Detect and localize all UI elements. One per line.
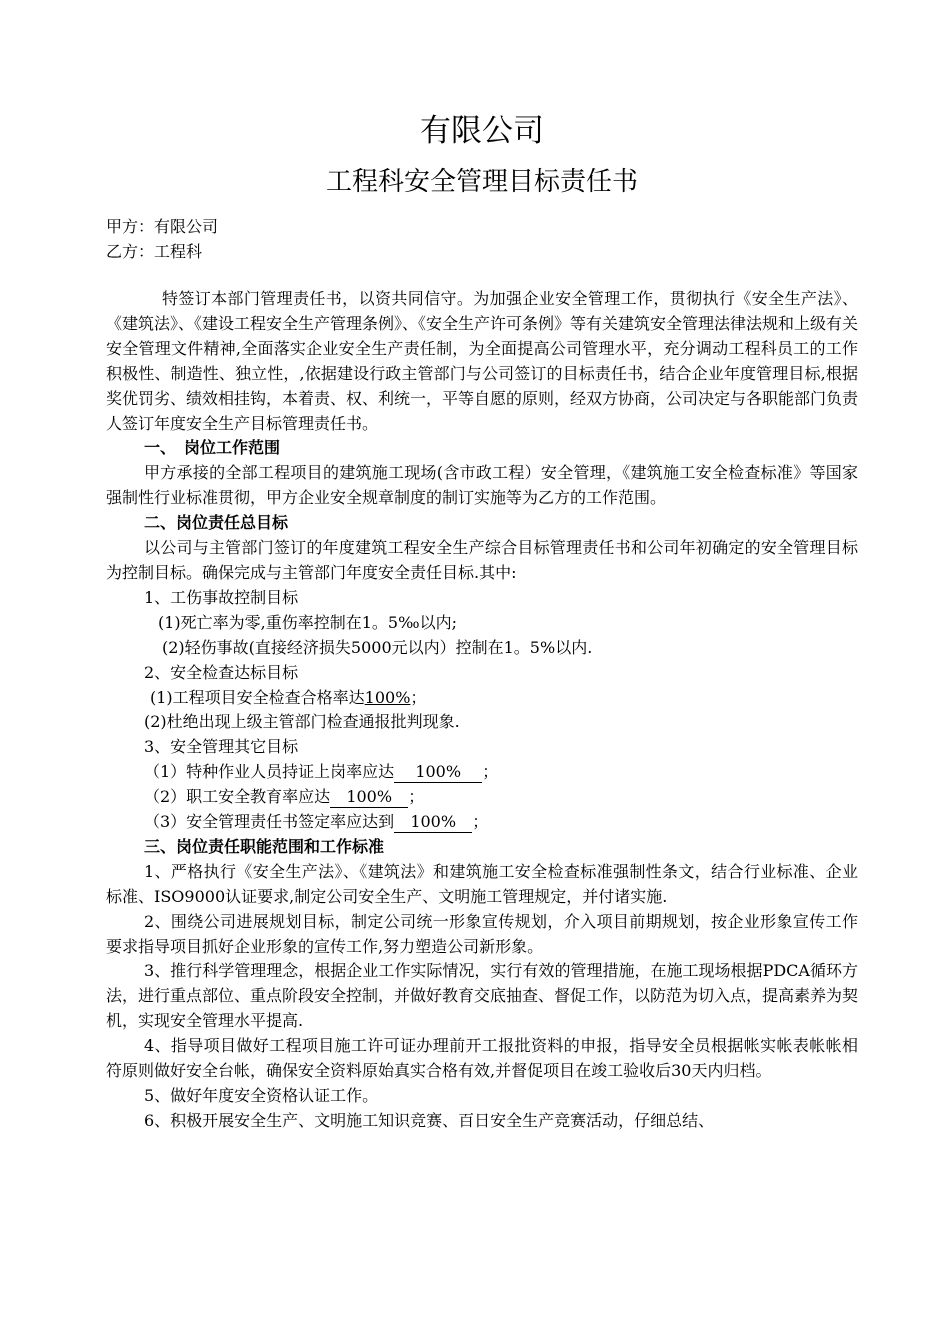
goal-3-item-1	[106, 760, 858, 785]
party-b: 乙方：工程科	[106, 242, 203, 261]
party-a: 甲方：有限公司	[106, 217, 219, 236]
goal-3-item-2-label: （2）职工安全教育率应达	[144, 787, 331, 807]
section-1-text: 甲方承接的全部工程项目的建筑施工现场(含市政工程）安全管理，《建筑施工安全检查标准》等国家强制性行业标准贯彻，甲方企业安全规章制度的制订实施等为乙方的工作范围。	[106, 463, 858, 508]
goal-3-item-2-end: ；	[408, 787, 425, 807]
goal-2-item-1-label: (1)工程项目安全检查合格率达	[150, 687, 365, 707]
responsibility-3: 3、推行科学管理理念，根据企业工作实际情况，实行有效的管理措施，在施工现场根据PDCA循环方法，进行重点部位、重点阶段安全控制，并做好教育交底抽查、督促工作，以防范为切入点，提高素养为契机，实现安全管理水平提高.	[106, 961, 859, 1031]
goal-3-item-3-end: ；	[472, 812, 489, 832]
goal-2-item-1-end: ；	[410, 687, 427, 707]
goal-3-item-3	[106, 810, 858, 835]
goal-1-item-1: (1)死亡率为零,重伤率控制在1。5‰以内;	[158, 612, 457, 632]
responsibility-4: 4、指导项目做好工程项目施工许可证办理前开工报批资料的申报，指导安全员根据帐实帐表帐帐相符原则做好安全台帐，确保安全资料原始真实合格有效,并督促项目在竣工验收后30天内归档。	[106, 1036, 858, 1081]
goal-3-item-1-value: 100%	[394, 762, 482, 783]
document-body	[106, 287, 858, 1134]
goal-3-item-2-value: 100%	[330, 787, 408, 808]
goal-3-item-3-label: （3）安全管理责任书签定率应达到	[144, 812, 395, 832]
document-title: 工程科安全管理目标责任书	[325, 167, 638, 197]
goal-2-item-2: (2)杜绝出现上级主管部门检查通报批判现象.	[144, 712, 460, 732]
responsibility-6: 6、积极开展安全生产、文明施工知识竞赛、百日安全生产竞赛活动，仔细总结、	[144, 1110, 715, 1130]
goal-2-item-1	[106, 686, 858, 711]
responsibility-5: 5、做好年度安全资格认证工作。	[144, 1086, 379, 1105]
goal-1-item-2: (2)轻伤事故(直接经济损失5000元以内）控制在1。5%以内.	[162, 637, 593, 657]
intro-paragraph: 特签订本部门管理责任书，以资共同信守。为加强企业安全管理工作，贯彻执行《安全生产法》、《建筑法》、《建设工程安全生产管理条例》、《安全生产许可条例》等有关建筑安全管理法律法规和上级有关安全管理文件精神,全面落实企业安全生产责任制，为全面提高公司管理水平，充分调动工程科员工的工作积极性、制造性、独立性，,依据建设行政主管部门与公司签订的目标责任书，结合企业年度管理目标,根据奖优罚劣、绩效相挂钩，本着责、权、利统一，平等自愿的原则，经双方协商，公司决定与各职能部门负责人签订年度安全生产目标管理责任书。	[106, 289, 859, 433]
goal-3-item-1-label: （1）特种作业人员持证上岗率应达	[144, 762, 395, 782]
responsibility-1: 1、严格执行《安全生产法》、《建筑法》和建筑施工安全检查标准强制性条文，结合行业标准、企业标准、ISO9000认证要求,制定公司安全生产、文明施工管理规定，并付诸实施.	[106, 861, 858, 906]
goal-1-title: 1、工伤事故控制目标	[144, 587, 299, 607]
section-2-heading: 二、岗位责任总目标	[144, 513, 289, 533]
goal-2-title: 2、安全检查达标目标	[144, 662, 299, 682]
responsibility-2: 2、围绕公司进展规划目标，制定公司统一形象宣传规划，介入项目前期规划，按企业形象宣传工作要求指导项目抓好企业形象的宣传工作,努力塑造公司新形象。	[106, 911, 858, 956]
goal-3-item-3-value: 100%	[394, 812, 472, 833]
company-name: 有限公司	[420, 113, 544, 149]
goal-2-item-1-value: 100%	[364, 687, 411, 707]
section-1-heading: 一、 岗位工作范围	[144, 438, 281, 458]
goal-3-item-1-end: ；	[482, 762, 499, 782]
section-2-text: 以公司与主管部门签订的年度建筑工程安全生产综合目标管理责任书和公司年初确定的安全管理目标为控制目标。确保完成与主管部门年度安全责任目标.其中:	[106, 538, 858, 582]
goal-3-title: 3、安全管理其它目标	[144, 737, 299, 757]
section-3-heading: 三、岗位责任职能范围和工作标准	[144, 836, 385, 856]
goal-3-item-2	[106, 785, 858, 810]
